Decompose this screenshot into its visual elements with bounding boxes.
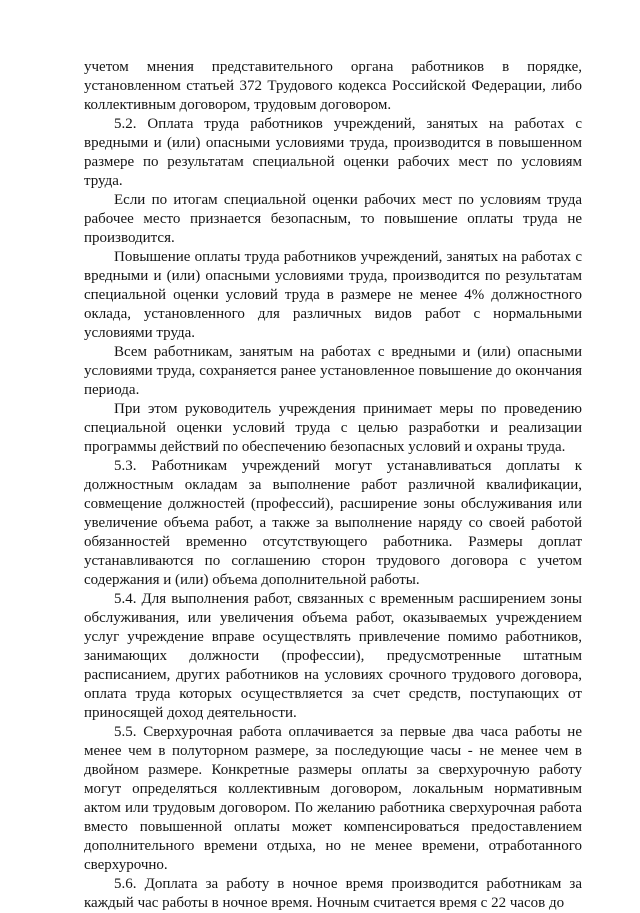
paragraph-5-5: 5.5. Сверхурочная работа оплачивается за первые два часа работы не менее чем в полуторном размере, за последующие часы - не менее чем в двойном размере. Конкретные размеры оплаты за сверхурочную работу могут определяться коллективным договором, локальным нормативным актом или трудовым договором. По желанию работника сверхурочная работа вместо повышенной оплаты может компенсироваться предоставлением дополнительного времени отдыха, но не менее времени, отработанного сверхурочно.	[84, 724, 582, 873]
paragraph-5-4: 5.4. Для выполнения работ, связанных с временным расширением зоны обслуживания, или увеличения объема работ, оказываемых учреждением услуг учреждение вправе осуществлять привлечение помимо работников, занимающих должности (профессии), предусмотренные штатным расписанием, других работников на условиях срочного трудового договора, оплата труда которых осуществляется за счет средств, поступающих от приносящей доход деятельности.	[84, 591, 582, 721]
paragraph-pay-increase: Повышение оплаты труда работников учреждений, занятых на работах с вредными и (или) опасными условиями труда, производится по результатам специальной оценки условий труда в размере не менее 4% должностного оклада, установленного для различных видов работ с нормальными условиями труда.	[84, 249, 582, 341]
document-page	[84, 58, 582, 913]
paragraph-head-measures: При этом руководитель учреждения принимает меры по проведению специальной оценки условий труда с целью разработки и реализации программы действий по обеспечению безопасных условий и охраны труда.	[84, 401, 582, 455]
paragraph-5-6: 5.6. Доплата за работу в ночное время производится работникам за каждый час работы в ночное время. Ночным считается время с 22 часов до	[84, 876, 582, 911]
paragraph-5-2: 5.2. Оплата труда работников учреждений, занятых на работах с вредными и (или) опасными условиями труда, производится в повышенном размере по результатам специальной оценки рабочих мест по условиям труда.	[84, 116, 582, 189]
paragraph-retained-increase: Всем работникам, занятым на работах с вредными и (или) опасными условиями труда, сохраняется ранее установленное повышение до окончания периода.	[84, 344, 582, 398]
paragraph-5-3: 5.3. Работникам учреждений могут устанавливаться доплаты к должностным окладам за выполнение работ различной квалификации, совмещение должностей (профессий), расширение зоны обслуживания или увеличение объема работ, а также за выполнение наряду со своей работой обязанностей временно отсутствующего работника. Размеры доплат устанавливаются по соглашению сторон трудового договора с учетом содержания и (или) объема дополнительной работы.	[84, 458, 582, 588]
paragraph-continuation: учетом мнения представительного органа работников в порядке, установленном статьей 372 Трудового кодекса Российской Федерации, либо коллективным договором, трудовым договором.	[84, 59, 582, 113]
paragraph-safe-workplace: Если по итогам специальной оценки рабочих мест по условиям труда рабочее место признается безопасным, то повышение оплаты труда не производится.	[84, 192, 582, 246]
